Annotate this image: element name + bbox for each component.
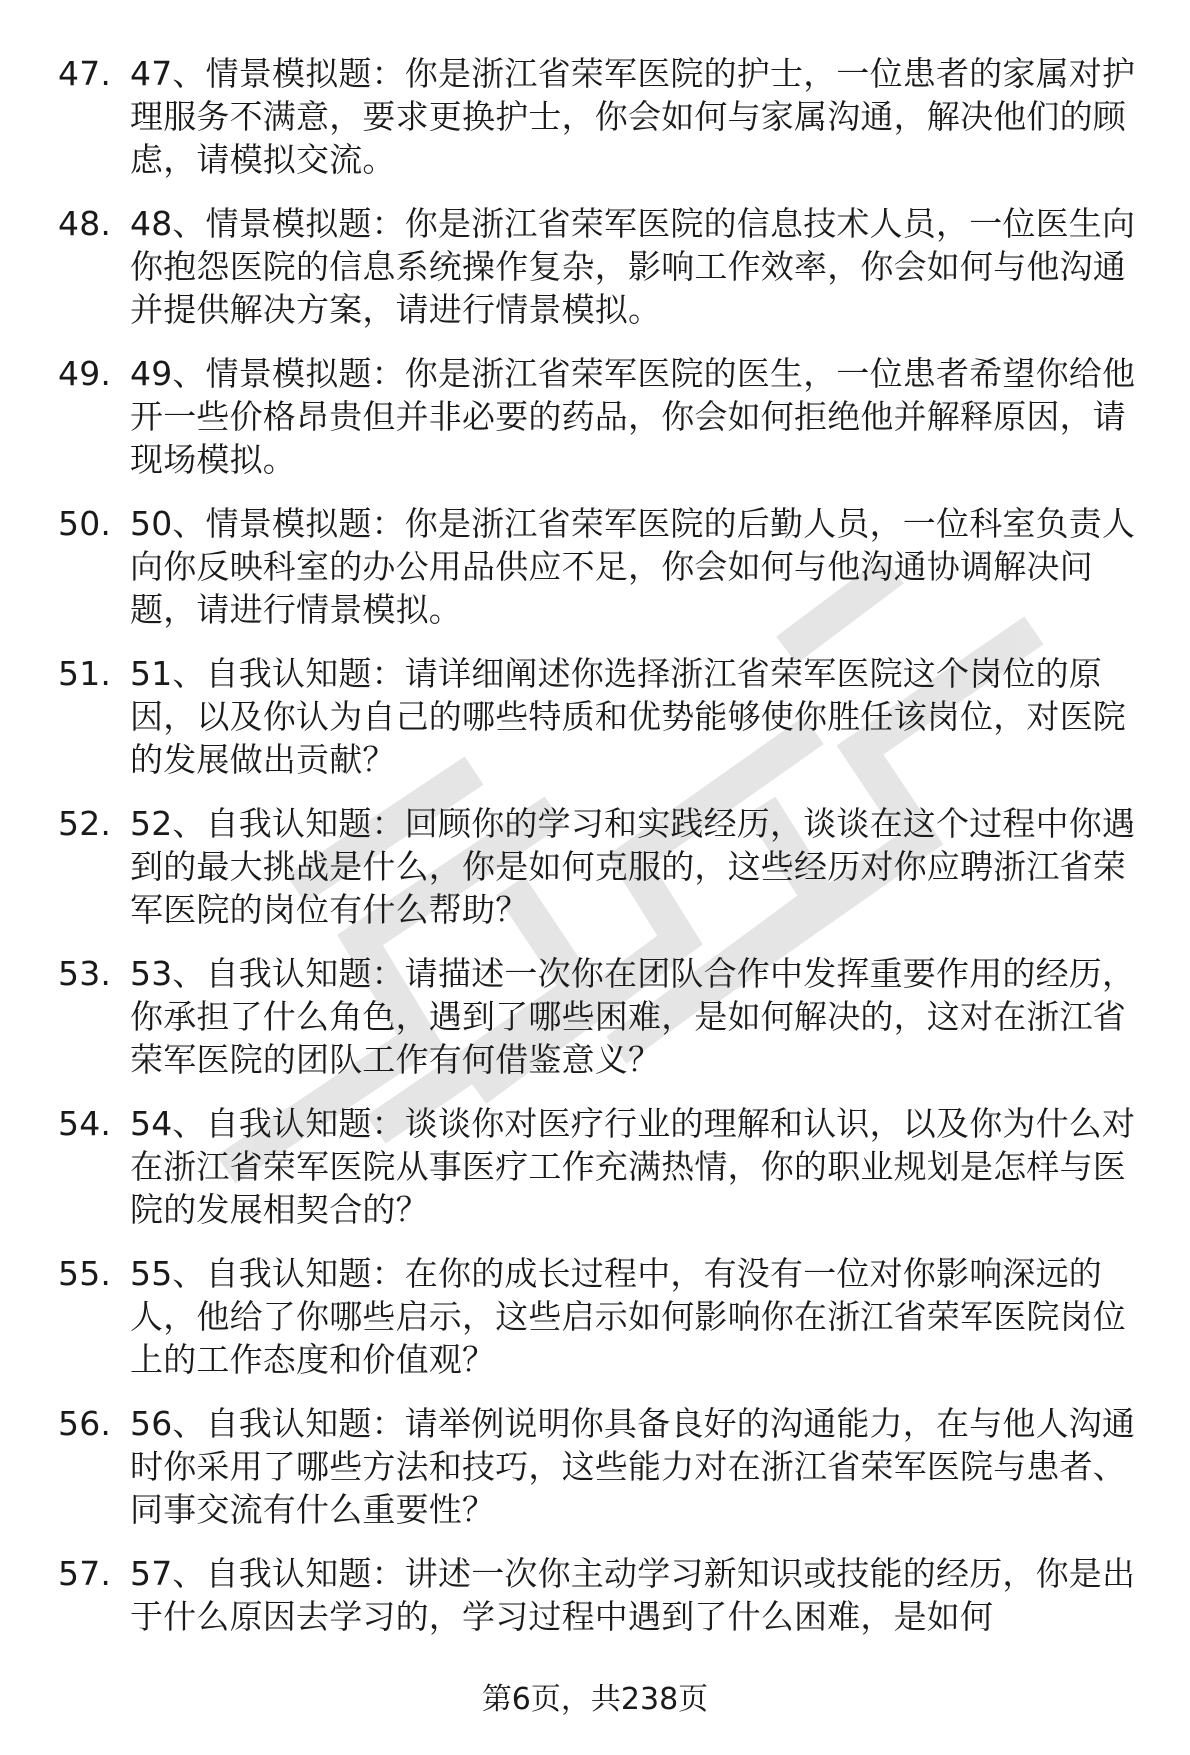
question-item <box>58 202 1148 331</box>
question-text: 53、自我认知题：请描述一次你在团队合作中发挥重要作用的经历，你承担了什么角色，遇到了哪些困难，是如何解决的，这对在浙江省荣军医院的团队工作有何借鉴意义？ <box>130 954 1136 1079</box>
question-number: 51. <box>58 654 112 693</box>
question-number: 50. <box>58 504 112 543</box>
question-text: 56、自我认知题：请举例说明你具备良好的沟通能力，在与他人沟通时你采用了哪些方法和技巧，这些能力对在浙江省荣军医院与患者、同事交流有什么重要性？ <box>130 1404 1136 1529</box>
question-item <box>58 1552 1148 1638</box>
question-text: 55、自我认知题：在你的成长过程中，有没有一位对你影响深远的人，他给了你哪些启示，这些启示如何影响你在浙江省荣军医院岗位上的工作态度和价值观？ <box>130 1254 1126 1379</box>
page-indicator: 第6页，共238页 <box>481 1682 709 1717</box>
question-number: 48. <box>58 204 112 243</box>
question-number: 53. <box>58 954 112 993</box>
question-item <box>58 502 1148 631</box>
question-number: 55. <box>58 1254 112 1293</box>
question-list <box>58 52 1148 1659</box>
question-number: 47. <box>58 54 112 93</box>
question-item <box>58 802 1148 931</box>
question-text: 48、情景模拟题：你是浙江省荣军医院的信息技术人员，一位医生向你抱怨医院的信息系统操作复杂，影响工作效率，你会如何与他沟通并提供解决方案，请进行情景模拟。 <box>130 204 1136 329</box>
question-text: 52、自我认知题：回顾你的学习和实践经历，谈谈在这个过程中你遇到的最大挑战是什么，你是如何克服的，这些经历对你应聘浙江省荣军医院的岗位有什么帮助？ <box>130 804 1136 929</box>
question-item <box>58 52 1148 181</box>
question-item <box>58 1252 1148 1381</box>
question-text: 49、情景模拟题：你是浙江省荣军医院的医生，一位患者希望你给他开一些价格昂贵但并非必要的药品，你会如何拒绝他并解释原因，请现场模拟。 <box>130 354 1136 479</box>
question-number: 57. <box>58 1554 112 1593</box>
question-item <box>58 652 1148 781</box>
question-text: 47、情景模拟题：你是浙江省荣军医院的护士，一位患者的家属对护理服务不满意，要求更换护士，你会如何与家属沟通，解决他们的顾虑，请模拟交流。 <box>130 54 1136 179</box>
question-item <box>58 952 1148 1081</box>
question-item <box>58 1102 1148 1231</box>
question-text: 54、自我认知题：谈谈你对医疗行业的理解和认识，以及你为什么对在浙江省荣军医院从事医疗工作充满热情，你的职业规划是怎样与医院的发展相契合的？ <box>130 1104 1136 1229</box>
question-text: 50、情景模拟题：你是浙江省荣军医院的后勤人员，一位科室负责人向你反映科室的办公用品供应不足，你会如何与他沟通协调解决问题，请进行情景模拟。 <box>130 504 1136 629</box>
question-text: 57、自我认知题：讲述一次你主动学习新知识或技能的经历，你是出于什么原因去学习的，学习过程中遇到了什么困难，是如何 <box>130 1554 1136 1636</box>
question-item <box>58 352 1148 481</box>
question-number: 56. <box>58 1404 112 1443</box>
question-number: 49. <box>58 354 112 393</box>
question-item <box>58 1402 1148 1531</box>
question-number: 54. <box>58 1104 112 1143</box>
question-number: 52. <box>58 804 112 843</box>
question-text: 51、自我认知题：请详细阐述你选择浙江省荣军医院这个岗位的原因，以及你认为自己的哪些特质和优势能够使你胜任该岗位，对医院的发展做出贡献？ <box>130 654 1126 779</box>
